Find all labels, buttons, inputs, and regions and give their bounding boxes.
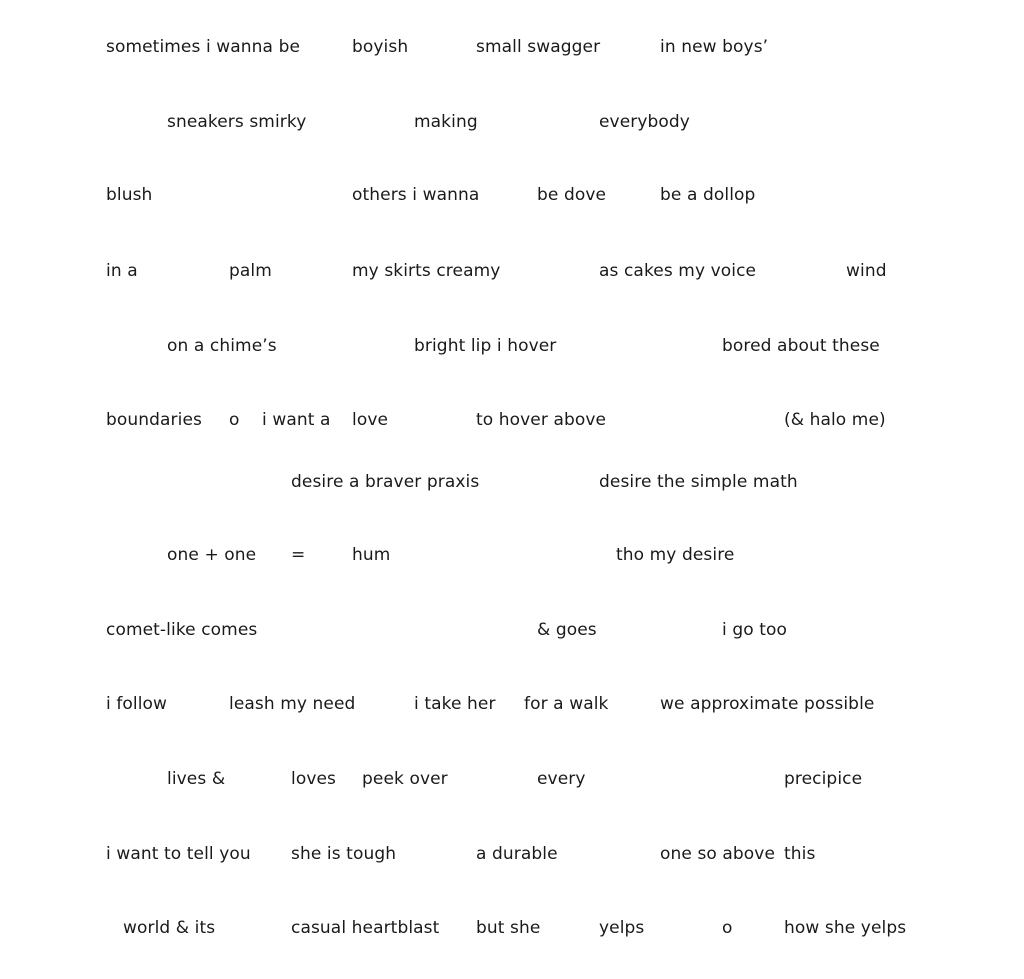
poem-phrase: palm (229, 261, 272, 281)
poem-phrase: yelps (599, 918, 645, 938)
poem-phrase: comet-like comes (106, 620, 258, 640)
poem-phrase: be a dollop (660, 185, 756, 205)
poem-phrase: be dove (537, 185, 607, 205)
poem-phrase: o (722, 918, 733, 938)
poem-phrase: one so above (660, 844, 776, 864)
poem-phrase: every (537, 769, 586, 789)
poem-phrase: lives & (167, 769, 226, 789)
poem-phrase: world & its (123, 918, 216, 938)
poem-phrase: we approximate possible (660, 694, 875, 714)
poem-phrase: bored about these (722, 336, 880, 356)
poem-phrase: on a chime’s (167, 336, 277, 356)
poem-phrase: precipice (784, 769, 863, 789)
poem-phrase: i go too (722, 620, 787, 640)
poem-phrase: she is tough (291, 844, 397, 864)
poem-phrase: as cakes my voice (599, 261, 757, 281)
poem-phrase: sometimes i wanna be (106, 37, 301, 57)
poem-phrase: loves (291, 769, 337, 789)
poem-phrase: how she yelps (784, 918, 907, 938)
poem-phrase: = (291, 545, 306, 565)
poem-phrase: everybody (599, 112, 690, 132)
poem-phrase: peek over (362, 769, 448, 789)
poem-phrase: making (414, 112, 478, 132)
poem-phrase: hum (352, 545, 391, 565)
poem-phrase: in a (106, 261, 138, 281)
poem-phrase: a durable (476, 844, 558, 864)
poem-phrase: boundaries (106, 410, 202, 430)
poem-phrase: desire a braver praxis (291, 472, 480, 492)
poem-phrase: but she (476, 918, 541, 938)
poem-phrase: & goes (537, 620, 597, 640)
poem-phrase: this (784, 844, 816, 864)
poem-phrase: in new boys’ (660, 37, 769, 57)
poem-phrase: sneakers smirky (167, 112, 307, 132)
poem-phrase: wind (846, 261, 887, 281)
poem-phrase: leash my need (229, 694, 356, 714)
poem-phrase: tho my desire (616, 545, 735, 565)
poem-phrase: blush (106, 185, 153, 205)
poem-phrase: for a walk (524, 694, 609, 714)
poem-phrase: i follow (106, 694, 168, 714)
poem-phrase: to hover above (476, 410, 607, 430)
poem-phrase: one + one (167, 545, 257, 565)
poem-phrase: casual heartblast (291, 918, 440, 938)
poem-phrase: i want a (262, 410, 331, 430)
poem-phrase: small swagger (476, 37, 601, 57)
poem-phrase: others i wanna (352, 185, 480, 205)
poem-phrase: i take her (414, 694, 496, 714)
poem-phrase: o (229, 410, 240, 430)
poem-phrase: love (352, 410, 389, 430)
poem-phrase: bright lip i hover (414, 336, 557, 356)
poem-phrase: (& halo me) (784, 410, 886, 430)
poem-phrase: i want to tell you (106, 844, 251, 864)
poem-phrase: desire the simple math (599, 472, 798, 492)
poem-phrase: boyish (352, 37, 409, 57)
poem-phrase: my skirts creamy (352, 261, 501, 281)
